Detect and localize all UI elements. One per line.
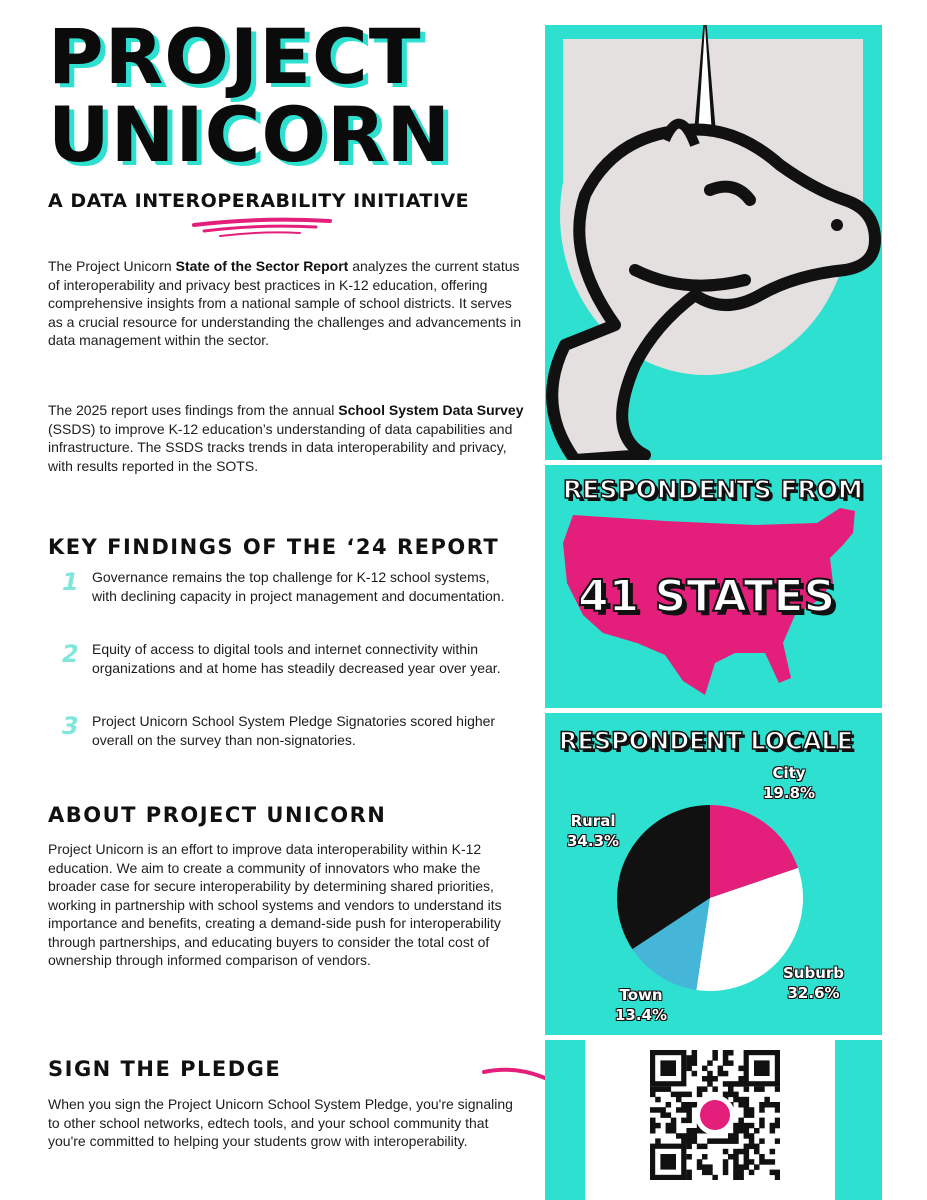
page-title — [48, 12, 452, 179]
pink-swoosh-decoration — [190, 215, 340, 239]
title-line-1: PROJECT — [48, 12, 422, 101]
pie-label-suburb: Suburb 32.6% — [783, 964, 845, 1002]
pledge-heading: SIGN THE PLEDGE — [48, 1057, 282, 1081]
finding-number: 1 — [62, 568, 79, 596]
key-findings-heading: KEY FINDINGS OF THE ‘24 REPORT — [48, 535, 500, 559]
unicorn-hero-panel — [545, 25, 882, 460]
respondents-panel — [545, 465, 882, 708]
respondents-heading: RESPONDENTS FROM — [563, 475, 863, 504]
finding-text: Governance remains the top challenge for K-12 school systems, with declining capacity in project management and documentation. — [92, 569, 505, 604]
about-paragraph: Project Unicorn is an effort to improve data interoperability within K-12 education. We aim to create a community of innovators who make the broader case for secure interoperability by determining shared priorities, working in partnership with school systems and vendors to understand its importance and benefits, creating a demand-side push for interoperability through partnerships, and educating buyers to consider the total cost of ownership through informed comparison of vendors. — [48, 841, 502, 968]
right-column — [545, 0, 882, 1200]
finding-number: 2 — [62, 640, 79, 668]
chart-title: RESPONDENT LOCALE — [559, 727, 854, 755]
states-count: 41 STATES — [578, 571, 836, 622]
pledge-paragraph: When you sign the Project Unicorn School System Pledge, you're signaling to other school networks, edtech tools, and your school community that you're committed to helping your students grow with interoperability. — [48, 1096, 513, 1149]
about-heading: ABOUT PROJECT UNICORN — [48, 803, 387, 827]
unicorn-head-icon — [545, 25, 882, 460]
title-line-2: UNICORN — [48, 90, 452, 179]
pie-label-town: Town 13.4% — [615, 986, 668, 1024]
pie-label-city: City 19.8% — [763, 764, 816, 802]
finding-number: 3 — [62, 712, 79, 740]
finding-text: Equity of access to digital tools and internet connectivity within organizations and at home has steadily decreased year over year. — [92, 641, 501, 676]
qr-code-icon[interactable] — [650, 1050, 780, 1180]
pie-label-rural: Rural 34.3% — [567, 812, 620, 850]
intro-paragraph-1: The Project Unicorn State of the Sector Report analyzes the current status of interoperability and privacy best practices in K-12 education, offering comprehensive insights from a national sample of school districts. It serves as a crucial resource for understanding the challenges and advancements in data management within the sector. — [48, 258, 522, 348]
page-subtitle: A DATA INTEROPERABILITY INITIATIVE — [48, 190, 470, 212]
locale-panel — [545, 713, 882, 1035]
qr-panel — [545, 1040, 882, 1200]
finding-text: Project Unicorn School System Pledge Signatories scored higher overall on the survey than non-signatories. — [92, 713, 496, 748]
intro-paragraph-2: The 2025 report uses findings from the annual School System Data Survey (SSDS) to improve K-12 education’s understanding of data capabilities and infrastructure. The SSDS tracks trends in data interoperability and privacy, with results reported in the SOTS. — [48, 402, 524, 474]
